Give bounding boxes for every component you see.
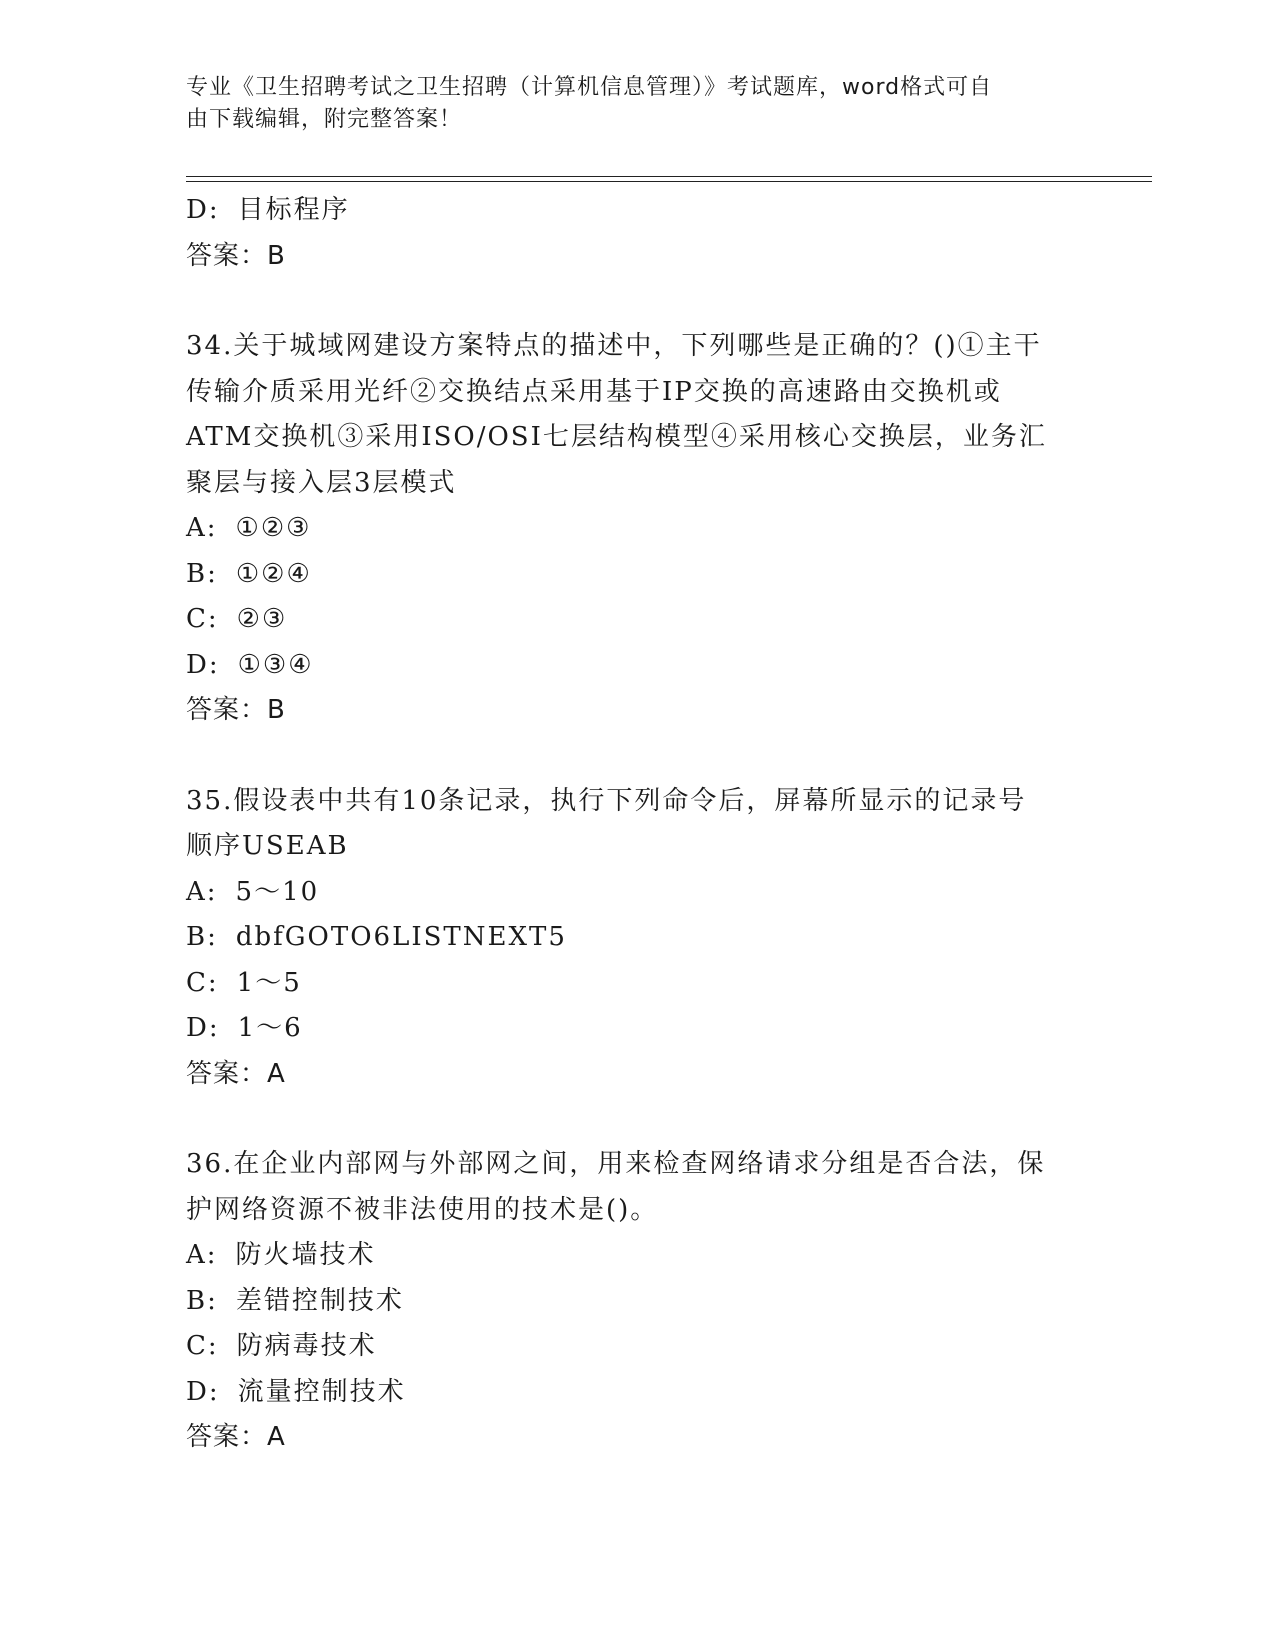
option-c	[186, 961, 1086, 1007]
option-letter: A:	[186, 876, 218, 907]
option-text: 1～6	[237, 1013, 303, 1043]
option-text: 目标程序	[237, 195, 350, 225]
header-divider-bottom	[186, 181, 1152, 182]
question-34	[186, 324, 1086, 734]
option-b	[186, 915, 1086, 961]
option-a	[186, 506, 1086, 552]
option-c	[186, 1324, 1086, 1370]
question-text-line: 顺序USEAB	[186, 831, 349, 861]
option-text: ②③	[236, 604, 288, 634]
question-text-line: 聚层与接入层3层模式	[186, 467, 457, 498]
question-text-line: 36.在企业内部网与外部网之间，用来检查网络请求分组是否合法，保	[186, 1149, 1046, 1179]
option-letter: D:	[186, 195, 220, 225]
option-text: 1～5	[236, 967, 302, 998]
option-d	[186, 1370, 1086, 1416]
option-text: 防火墙技术	[235, 1240, 376, 1270]
question-36	[186, 1142, 1086, 1461]
question-text-line: 35.假设表中共有10条记录，执行下列命令后，屏幕所显示的记录号	[186, 785, 1027, 816]
option-letter: B:	[186, 922, 218, 952]
option-letter: A:	[186, 1240, 218, 1270]
header-divider-top	[186, 176, 1152, 177]
option-letter: A:	[186, 513, 218, 543]
spacer	[186, 279, 1086, 324]
option-letter: C:	[186, 1331, 219, 1361]
option-letter: B:	[186, 558, 218, 589]
option-text: dbfGOTO6LISTNEXT5	[235, 922, 567, 952]
spacer	[186, 734, 1086, 779]
question-35	[186, 779, 1086, 1098]
option-text: 流量控制技术	[237, 1376, 406, 1407]
option-d	[186, 643, 1086, 689]
option-b	[186, 552, 1086, 598]
option-text: ①②④	[235, 558, 312, 589]
option-letter: D:	[186, 1376, 220, 1407]
option-d	[186, 1006, 1086, 1052]
document-body	[186, 188, 1086, 1461]
answer-line: 答案：B	[186, 695, 286, 725]
spacer	[186, 1097, 1086, 1142]
answer-line: 答案：A	[186, 1058, 286, 1089]
option-text: 5～10	[235, 876, 320, 907]
question-text-line: 34.关于城域网建设方案特点的描述中，下列哪些是正确的？()①主干	[186, 331, 1042, 361]
option-letter: D:	[186, 649, 220, 680]
option-text: ①③④	[237, 649, 314, 680]
option-letter: D:	[186, 1013, 220, 1043]
question-text-line: 护网络资源不被非法使用的技术是()。	[186, 1194, 659, 1225]
header-line-2: 由下载编辑，附完整答案！	[186, 107, 463, 132]
question-text-line: ATM交换机③采用ISO/OSI七层结构模型④采用核心交换层，业务汇	[186, 422, 1047, 452]
option-letter: B:	[186, 1285, 218, 1316]
option-letter: C:	[186, 604, 219, 634]
option-b	[186, 1279, 1086, 1325]
option-letter: C:	[186, 967, 219, 998]
option-a	[186, 870, 1086, 916]
document-header	[186, 72, 1066, 136]
option-text: 防病毒技术	[236, 1331, 377, 1361]
option-c	[186, 597, 1086, 643]
option-text: 差错控制技术	[235, 1285, 404, 1316]
option-d	[186, 188, 1086, 234]
question-text-line: 传输介质采用光纤②交换结点采用基于IP交换的高速路由交换机或	[186, 376, 1002, 407]
option-text: ①②③	[235, 513, 312, 543]
answer-line: 答案：B	[186, 240, 286, 271]
header-line-1: 专业《卫生招聘考试之卫生招聘（计算机信息管理）》考试题库，word格式可自	[186, 75, 993, 100]
option-a	[186, 1233, 1086, 1279]
answer-line: 答案：A	[186, 1422, 286, 1452]
